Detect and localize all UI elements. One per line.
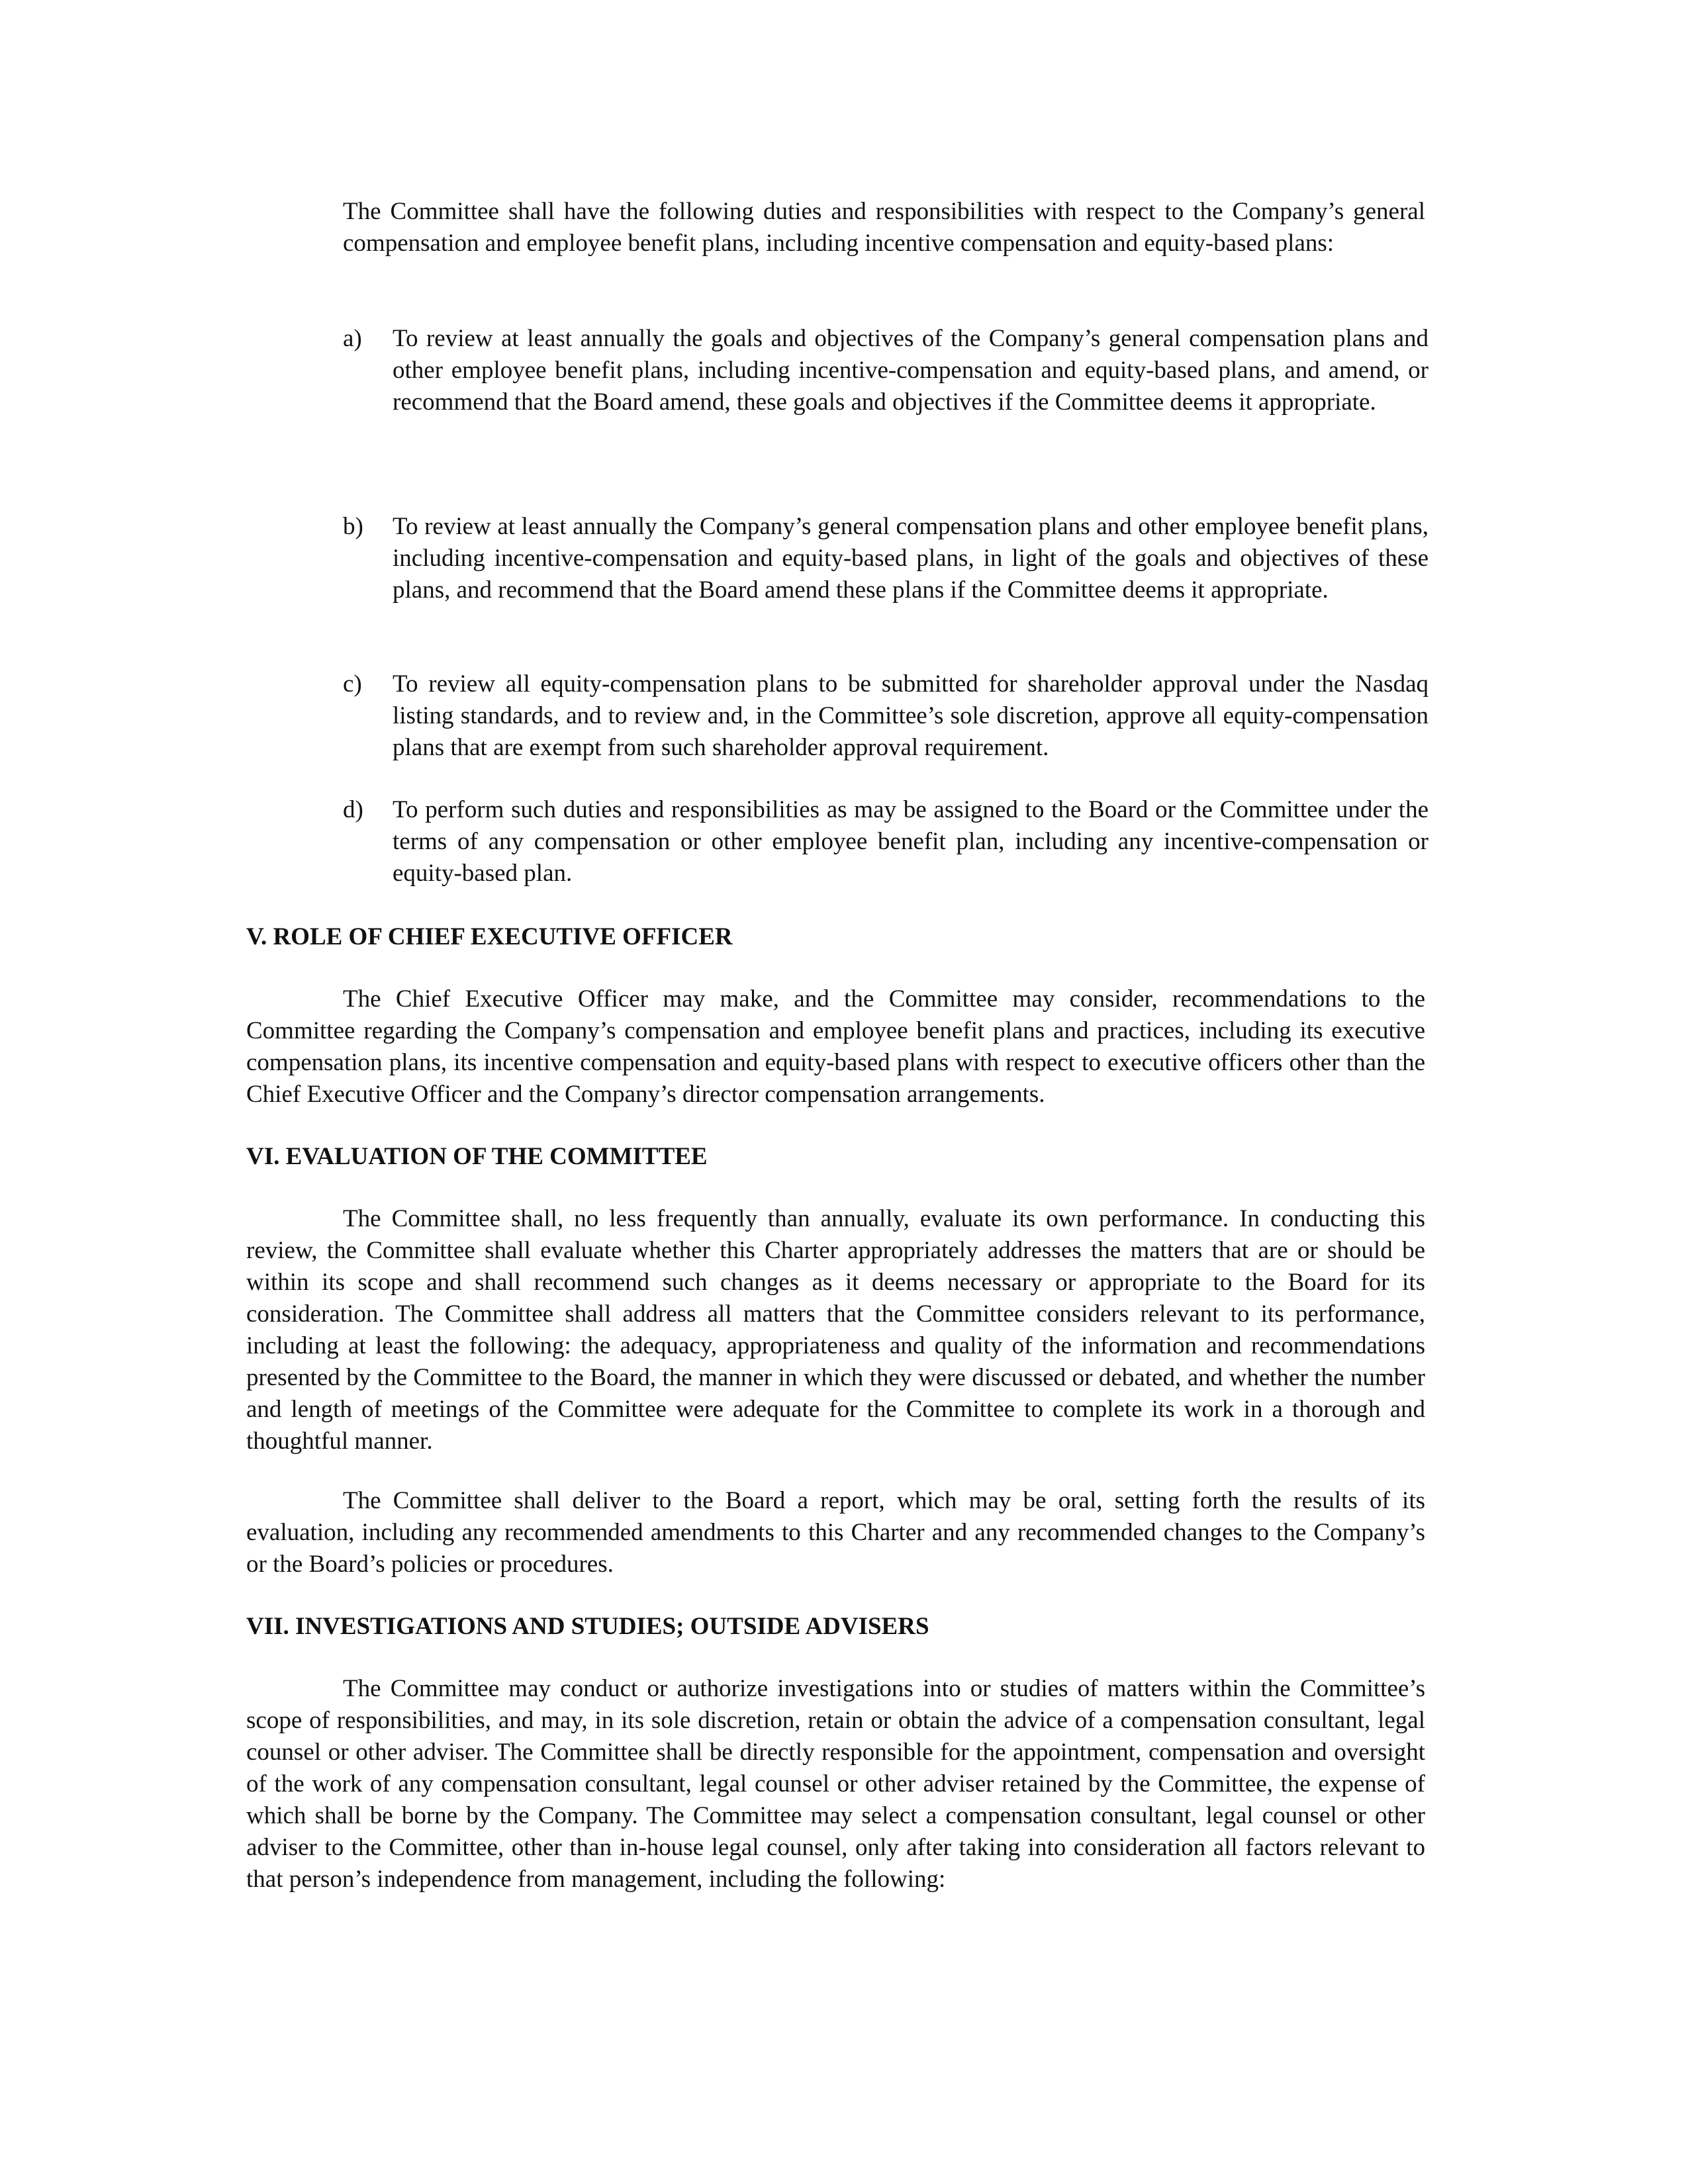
list-marker: a) [343, 325, 362, 352]
section-7-paragraph: The Committee may conduct or authorize investigations into or studies of matters within the Committee’s scope of responsibilities, and may, in its sole discretion, retain or obtain the advice of a compensation consultant, legal counsel or other adviser. The Committee shall be directly responsible for the appointment, compensation and oversight of the work of any compensation consultant, legal counsel or other adviser retained by the Committee, the expense of which shall be borne by the Company. The Committee may select a compensation consultant, legal counsel or other adviser to the Committee, other than in-house legal counsel, only after taking into consideration all factors relevant to that person’s independence from management, including the following: [246, 1675, 1425, 1893]
section-7-heading: VII. INVESTIGATIONS AND STUDIES; OUTSIDE ADVISERS [246, 1613, 929, 1640]
list-item-text: To review at least annually the goals and objectives of the Company’s general compensation plans and other employee benefit plans, including incentive-compensation and equity-based plans, and amend, or recommend that the Board amend, these goals and objectives if the Committee deems it appropriate. [393, 325, 1429, 416]
list-item-b [343, 511, 1429, 606]
list-item-d [343, 794, 1429, 889]
section-5-paragraph: The Chief Executive Officer may make, and the Committee may consider, recommendations to the Committee regarding the Company’s compensation and employee benefit plans and practices, including its executive compensation plans, its incentive compensation and equity-based plans with respect to executive officers other than the Chief Executive Officer and the Company’s director compensation arrangements. [246, 985, 1425, 1108]
list-marker: c) [343, 670, 362, 698]
list-marker: b) [343, 513, 363, 540]
list-item-text: To perform such duties and responsibilities as may be assigned to the Board or the Committee under the terms of any compensation or other employee benefit plan, including any incentive-compensation or equity-based plan. [393, 796, 1429, 887]
section-5-heading: V. ROLE OF CHIEF EXECUTIVE OFFICER [246, 923, 733, 950]
list-item-text: To review all equity-compensation plans to be submitted for shareholder approval under the Nasdaq listing standards, and to review and, in the Committee’s sole discretion, approve all equity-compensation plans that are exempt from such shareholder approval requirement. [393, 670, 1429, 761]
section-6-paragraph-1: The Committee shall, no less frequently than annually, evaluate its own performance. In conducting this review, the Committee shall evaluate whether this Charter appropriately addresses the matters that are or should be within its scope and shall recommend such changes as it deems necessary or appropriate to the Board for its consideration. The Committee shall address all matters that the Committee considers relevant to its performance, including at least the following: the adequacy, appropriateness and quality of the information and recommendations presented by the Committee to the Board, the manner in which they were discussed or debated, and whether the number and length of meetings of the Committee were adequate for the Committee to complete its work in a thorough and thoughtful manner. [246, 1205, 1425, 1455]
intro-paragraph: The Committee shall have the following duties and responsibilities with respect to the Company’s general compensation and employee benefit plans, including incentive compensation and equity-based plans: [343, 198, 1425, 257]
section-6-paragraph-2: The Committee shall deliver to the Board a report, which may be oral, setting forth the results of its evaluation, including any recommended amendments to this Charter and any recommended changes to the Company’s or the Board’s policies or procedures. [246, 1487, 1425, 1578]
list-marker: d) [343, 796, 363, 823]
section-6-heading: VI. EVALUATION OF THE COMMITTEE [246, 1143, 708, 1170]
list-item-text: To review at least annually the Company’s general compensation plans and other employee benefit plans, including incentive-compensation and equity-based plans, in light of the goals and objectives of these plans, and recommend that the Board amend these plans if the Committee deems it appropriate. [393, 513, 1429, 604]
list-item-c [343, 668, 1429, 764]
list-item-a [343, 323, 1429, 418]
